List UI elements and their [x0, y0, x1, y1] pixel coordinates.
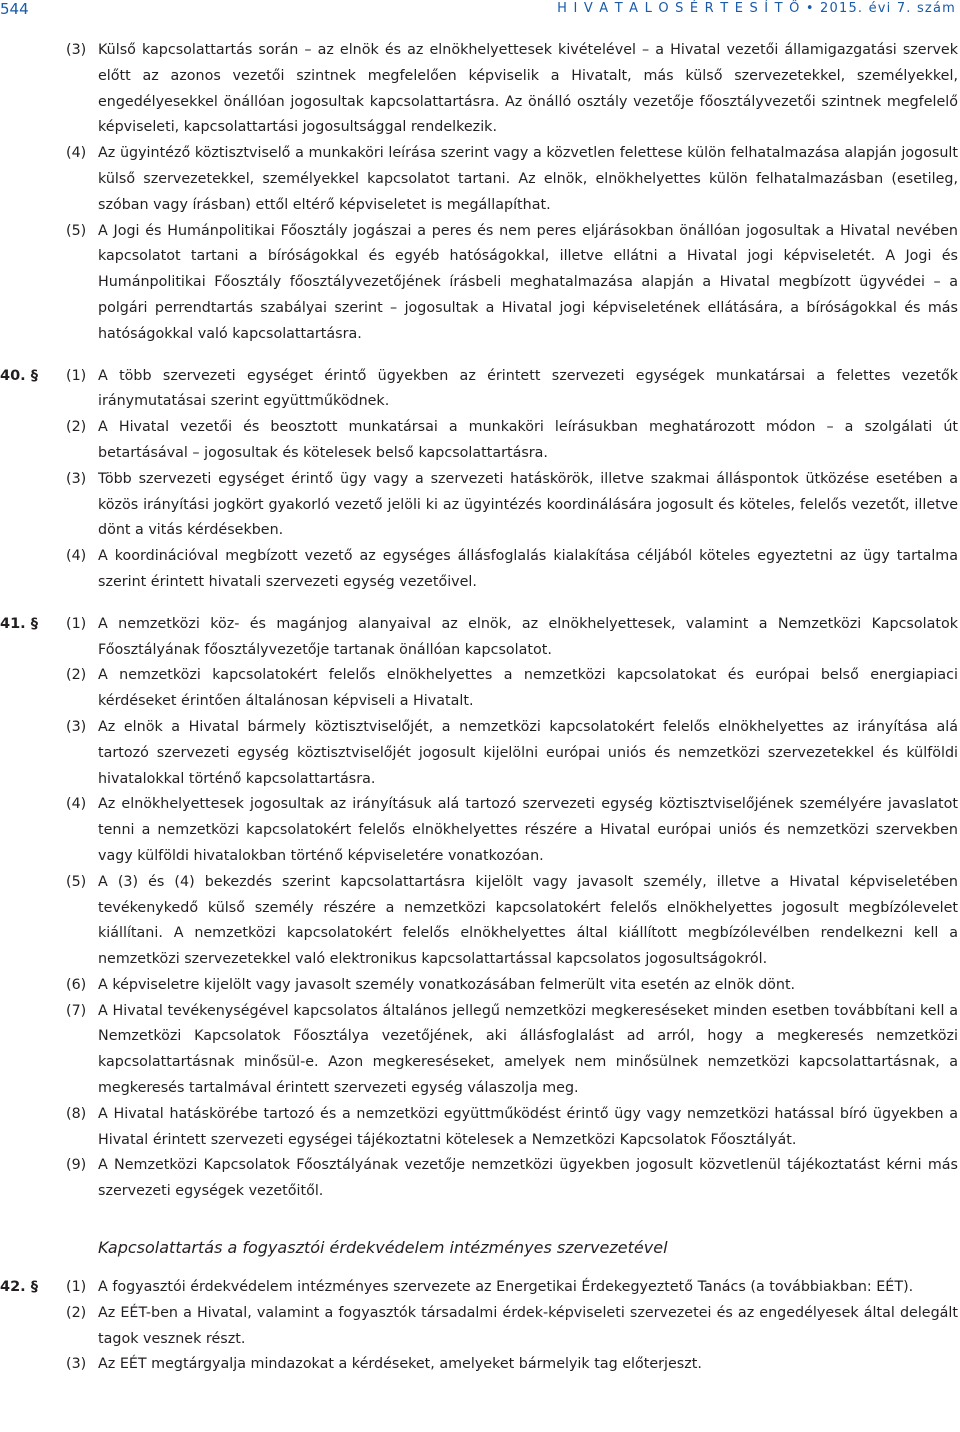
paragraph [0, 663, 960, 715]
paragraph-text: A Hivatal tevékenységével kapcsolatos általános jellegű nemzetközi megkereséseket minden esetben továbbítani kell a Nemzetközi Kapcsolatok Főosztálya vezetőjének, aki állásfoglalást ad arról, hogy a megkeresés nemzetközi kapcsolattartásnak minősül-e. Azon megkereséseket, amelyek nem minősülnek nemzetközi kapcsolattartásnak, a megkeresés tartalmával érintett szervezeti egység válaszolja meg. [98, 1002, 958, 1097]
paragraph [0, 364, 960, 416]
paragraph-number: (6) [66, 976, 87, 993]
paragraph-text: Több szervezeti egységet érintő ügy vagy a szervezeti hatáskörök, illetve szakmai álláspontok ütközése esetében a közös irányítási jogkört gyakorló vezető jelöli ki az ügyintézés koordinálására jogosult és köteles, felelős vezetőt, illetve dönt a vitás kérdésekben. [98, 470, 958, 539]
paragraph-number: (3) [66, 1356, 87, 1373]
section-heading: Kapcsolattartás a fogyasztói érdekvédelem intézményes szervezetével [98, 1238, 668, 1258]
paragraph-text: A koordinációval megbízott vezető az egységes állásfoglalás kialakítása céljából köteles egyeztetni az ügy tartalma szerint érintett hivatali szervezeti egység vezetőivel. [98, 548, 958, 590]
paragraph-number: (9) [66, 1157, 87, 1174]
paragraph-text: Az EÉT-ben a Hivatal, valamint a fogyasztók társadalmi érdek-képviseleti szervezetei és az engedélyesek által delegált tagok vesznek részt. [98, 1304, 958, 1347]
paragraph [0, 141, 960, 218]
paragraph [0, 1352, 960, 1378]
paragraph-number: (1) [66, 367, 87, 384]
paragraph-text: A Hivatal hatáskörébe tartozó és a nemzetközi együttműködést érintő ügy vagy nemzetközi hatással bíró ügyekben a Hivatal érintett szervezeti egységei tájékoztatni kötelesek a Nemzetközi Kapcsolatok Főosztályát. [98, 1105, 958, 1148]
paragraph [0, 1301, 960, 1353]
paragraph-number: (2) [66, 667, 87, 684]
paragraph-number: (4) [66, 796, 87, 813]
paragraph-text: A (3) és (4) bekezdés szerint kapcsolattartásra kijelölt vagy javasolt személy, illetve a Hivatal képviseletében tevékenykedő külső személy részére a nemzetközi kapcsolatokért felelős elnökhelyettes jogosult megbízólevelet kiállítani. A nemzetközi kapcsolatokért felelős elnökhelyettes által kiállított megbízólevélben rendelkezni kell a nemzetközi szervezetekkel való elektronikus kapcsolattartással kapcsolatos jogosultságokról. [98, 873, 958, 968]
paragraph [0, 612, 960, 664]
paragraph [0, 715, 960, 792]
paragraph [0, 544, 960, 596]
paragraph-number: (5) [66, 873, 87, 890]
paragraph-number: (4) [66, 548, 87, 565]
paragraph-number: (8) [66, 1105, 87, 1122]
paragraph-text: A Hivatal vezetői és beosztott munkatársai a munkaköri leírásukban meghatározott módon – a szolgálati út betartásával – jogosultak és kötelesek belső kapcsolattartásra. [98, 419, 958, 461]
page-header [0, 0, 960, 22]
paragraph-text: A képviseletre kijelölt vagy javasolt személy vonatkozásában felmerült vita esetén az elnök dönt. [98, 976, 796, 993]
paragraph [0, 1275, 960, 1301]
paragraph-text: Az elnök a Hivatal bármely köztisztviselőjét, a nemzetközi kapcsolatokért felelős elnökhelyettes az irányítása alá tartozó szervezeti egység köztisztviselőjét jogosult kijelölni európai uniós és nemzetközi szervezetekkel és külföldi hivatalokkal történő kapcsolattartásra. [98, 718, 958, 787]
paragraph-text: A nemzetközi köz- és magánjog alanyaival az elnök, az elnökhelyettesek, valamint a Nemzetközi Kapcsolatok Főosztályának főosztályvezetője tartanak önállóan kapcsolatot. [98, 615, 958, 658]
paragraph-text: Az EÉT megtárgyalja mindazokat a kérdéseket, amelyeket bármelyik tag előterjeszt. [98, 1356, 702, 1373]
paragraph-number: (3) [66, 42, 87, 58]
paragraph [0, 870, 960, 973]
paragraph [0, 467, 960, 544]
publication-title: H I V A T A L O S É R T E S Í T Ő • 2015. évi 7. szám [557, 1, 956, 16]
paragraph-number: (7) [66, 1002, 87, 1019]
paragraph [0, 973, 960, 999]
paragraph [0, 415, 960, 467]
paragraph-number: (2) [66, 419, 87, 436]
paragraph [0, 792, 960, 869]
section-number: 42. § [0, 1279, 38, 1296]
document-body [0, 38, 960, 1378]
paragraph [0, 999, 960, 1102]
paragraph-number: (2) [66, 1304, 87, 1321]
paragraph-text: A Nemzetközi Kapcsolatok Főosztályának vezetője nemzetközi ügyekben jogosult közvetlenül tájékoztatást kérni más szervezeti egységek vezetőitől. [98, 1157, 958, 1200]
paragraph-text: A Jogi és Humánpolitikai Főosztály jogászai a peres és nem peres eljárásokban önállóan jogosultak a Hivatal nevében kapcsolatot tartani a bíróságokkal és egyéb hatóságokkal, illetve ellátni a Hivatal jogi képviseletét. A Jogi és Humánpolitikai Főosztály főosztályvezetőjének írásbeli meghatalmazása alapján a Hivatal megbízott ügyvédei – a polgári perrendtartás szabályai szerint – jogosultak a Hivatal jogi képviseletének ellátására, a bíróságokkal és más hatóságokkal való kapcsolattartásra. [98, 222, 958, 342]
paragraph [0, 1102, 960, 1154]
paragraph [0, 38, 960, 141]
paragraph-text: A fogyasztói érdekvédelem intézményes szervezete az Energetikai Érdekegyeztető Tanács (a továbbiakban: EÉT). [98, 1279, 914, 1296]
paragraph-number: (4) [66, 145, 87, 162]
paragraph-text: A több szervezeti egységet érintő ügyekben az érintett szervezeti egységek munkatársai a felettes vezetők iránymutatásai szerint együttműködnek. [98, 367, 958, 410]
paragraph [0, 1153, 960, 1205]
paragraph-text: Az ügyintéző köztisztviselő a munkaköri leírása szerint vagy a közvetlen felettese külön felhatalmazása alapján jogosult külső szervezetekkel, személyekkel kapcsolatot tartani. Az elnök, elnökhelyettes külön felhatalmazásban (esetileg, szóban vagy írásban) ettől eltérő képviseletet is megállapíthat. [98, 145, 958, 213]
section-number: 40. § [0, 367, 38, 384]
paragraph-text: A nemzetközi kapcsolatokért felelős elnökhelyettes a nemzetközi kapcsolatokat és európai belső energiapiaci kérdéseket érintően általánosan képviseli a Hivatalt. [98, 667, 958, 710]
paragraph-number: (1) [66, 615, 87, 632]
page-number: 544 [0, 0, 29, 18]
paragraph-number: (1) [66, 1279, 87, 1296]
paragraph-text: Az elnökhelyettesek jogosultak az irányításuk alá tartozó szervezeti egység köztisztviselőjének személyére javaslatot tenni a nemzetközi kapcsolatokért felelős elnökhelyettes részére a Hivatal európai uniós és nemzetközi szervekben vagy külföldi hivatalokban történő képviseletére vonatkozóan. [98, 796, 958, 864]
paragraph-number: (5) [66, 222, 87, 239]
paragraph [0, 219, 960, 348]
paragraph-number: (3) [66, 470, 87, 487]
paragraph-number: (3) [66, 718, 87, 735]
section-number: 41. § [0, 615, 38, 632]
paragraph-text: Külső kapcsolattartás során – az elnök és az elnökhelyettesek kivételével – a Hivatal vezetői államigazgatási szervek előtt az azonos vezetői szintnek megfelelően képviselik a Hivatalt, más külső szervezetekkel, személyekkel, engedélyesekkel önállóan jogosultak kapcsolattartásra. Az önálló osztály vezetője főosztályvezetői szintnek megfelelő képviseleti, kapcsolattartási jogosultsággal rendelkezik. [98, 42, 958, 136]
